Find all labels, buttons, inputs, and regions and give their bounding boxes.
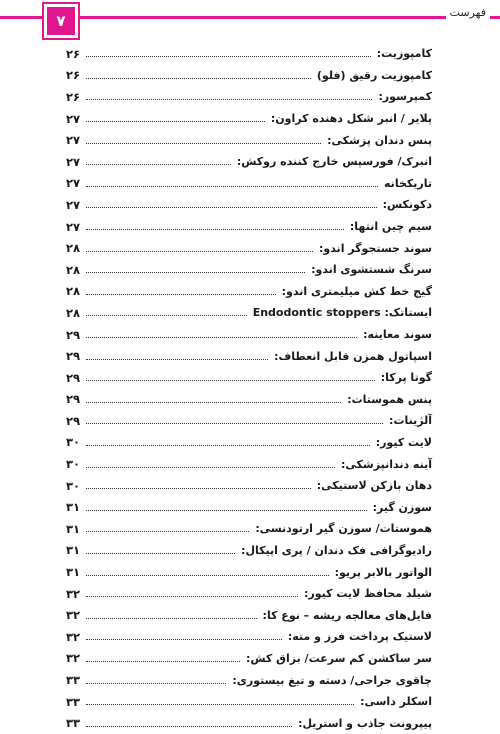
dot-leader <box>86 315 247 316</box>
dot-leader <box>86 488 311 489</box>
toc-entry-page: ۳۳ <box>66 716 81 731</box>
toc-entry-title: دکونکس: <box>382 198 432 212</box>
toc-entry-title: کامپوزیت رقیق (فلو) <box>316 68 432 82</box>
toc-entry-page: ۲۸ <box>66 241 81 256</box>
toc-entry[interactable] <box>66 324 432 346</box>
toc-entry-page: ۳۲ <box>66 608 81 623</box>
toc-entry-title: پنس دندان پزشکی: <box>327 133 432 147</box>
toc-entry-page: ۳۱ <box>66 500 81 515</box>
toc-entry-page: ۲۹ <box>66 413 81 428</box>
dot-leader <box>86 380 375 381</box>
dot-leader <box>86 618 257 619</box>
toc-entry-page: ۲۶ <box>66 46 81 61</box>
toc-entry[interactable] <box>66 475 432 497</box>
toc-entry-page: ۲۷ <box>66 176 81 191</box>
toc-entry-title: هموستات/ سوزن گیر ارتودنسی: <box>255 522 432 536</box>
header-title: فهرست <box>446 6 490 19</box>
toc-entry[interactable] <box>66 43 432 65</box>
toc-entry[interactable] <box>66 65 432 87</box>
toc-entry-page: ۲۷ <box>66 154 81 169</box>
toc-entry-page: ۲۷ <box>66 197 81 212</box>
toc-entry[interactable] <box>66 410 432 432</box>
toc-entry-title: پیپرونت جاذب و استریل: <box>298 716 432 730</box>
toc-entry-title: دهان بازکن لاستیکی: <box>316 479 432 493</box>
dot-leader <box>86 78 311 79</box>
toc-entry[interactable] <box>66 648 432 670</box>
toc-entry-page: ۲۶ <box>66 68 81 83</box>
toc-entry-title: آینه دندانپزشکی: <box>341 457 432 471</box>
toc-entry[interactable] <box>66 561 432 583</box>
dot-leader <box>86 553 235 554</box>
toc-entry[interactable] <box>66 691 432 713</box>
dot-leader <box>86 467 335 468</box>
toc-entry-title: پلایر / انبر شکل دهنده کراون: <box>270 112 432 126</box>
toc-entry-page: ۲۸ <box>66 284 81 299</box>
toc-entry-title: چاقوی جراحی/ دسته و تیغ بیستوری: <box>232 673 432 687</box>
toc-entry-page: ۲۶ <box>66 89 81 104</box>
toc-entry-page: ۳۰ <box>66 435 81 450</box>
dot-leader <box>86 164 231 165</box>
toc-entry-page: ۳۳ <box>66 694 81 709</box>
toc-entry-title: کامپوزیت: <box>376 47 432 61</box>
toc-entry-page: ۳۳ <box>66 673 81 688</box>
toc-entry-title: سیم چین انتها: <box>349 220 432 234</box>
dot-leader <box>86 56 371 57</box>
toc-entry-page: ۳۱ <box>66 521 81 536</box>
toc-entry[interactable] <box>66 259 432 281</box>
toc-entry[interactable] <box>66 389 432 411</box>
toc-entry-title: آلژینات: <box>389 414 432 428</box>
dot-leader <box>86 272 305 273</box>
toc-entry[interactable] <box>66 583 432 605</box>
toc-entry[interactable] <box>66 496 432 518</box>
toc-entry[interactable] <box>66 281 432 303</box>
toc-entry-title: لاستیک پرداخت فرز و مته: <box>287 630 432 644</box>
toc-entry[interactable] <box>66 173 432 195</box>
dot-leader <box>86 251 313 252</box>
toc-entry-page: ۲۹ <box>66 349 81 364</box>
dot-leader <box>86 704 354 705</box>
toc-entry-title: ایستاتک: Endodontic stoppers <box>252 306 432 320</box>
toc-entry[interactable] <box>66 453 432 475</box>
dot-leader <box>86 99 372 100</box>
table-of-contents <box>66 43 432 734</box>
toc-entry[interactable] <box>66 432 432 454</box>
toc-entry-page: ۳۲ <box>66 586 81 601</box>
toc-entry[interactable] <box>66 367 432 389</box>
toc-entry-page: ۳۲ <box>66 651 81 666</box>
toc-entry[interactable] <box>66 540 432 562</box>
toc-entry-title: پنس هموستات: <box>347 392 432 406</box>
toc-entry-title: اسکلر داسی: <box>360 695 432 709</box>
toc-entry-page: ۳۰ <box>66 457 81 472</box>
toc-entry[interactable] <box>66 604 432 626</box>
toc-entry[interactable] <box>66 712 432 734</box>
dot-leader <box>86 207 377 208</box>
dot-leader <box>86 423 383 424</box>
toc-entry-page: ۲۷ <box>66 133 81 148</box>
toc-entry-title: گوتا پرکا: <box>380 371 432 385</box>
page-header <box>0 0 500 40</box>
dot-leader <box>86 661 240 662</box>
toc-entry[interactable] <box>66 86 432 108</box>
toc-entry-title: سرنگ شستشوی اندو: <box>311 263 432 277</box>
toc-entry[interactable] <box>66 237 432 259</box>
toc-entry-page: ۲۹ <box>66 370 81 385</box>
toc-entry-page: ۲۹ <box>66 327 81 342</box>
dot-leader <box>86 229 344 230</box>
toc-entry-title: شیلد محافظ لایت کیور: <box>304 587 432 601</box>
toc-entry-page: ۳۱ <box>66 565 81 580</box>
toc-entry-title: انبرک/ فورسپس خارج کننده روکش: <box>236 155 432 169</box>
toc-entry-title: لایت کیور: <box>375 435 432 449</box>
toc-entry-title: گیج خط کش میلیمتری اندو: <box>281 284 432 298</box>
toc-entry-page: ۲۹ <box>66 392 81 407</box>
toc-entry-title: تاریکخانه <box>384 176 432 190</box>
dot-leader <box>86 445 370 446</box>
toc-entry[interactable] <box>66 302 432 324</box>
toc-entry[interactable] <box>66 216 432 238</box>
toc-entry-title: سوند معاینه: <box>363 328 432 342</box>
dot-leader <box>86 596 298 597</box>
toc-entry-page: ۳۰ <box>66 478 81 493</box>
dot-leader <box>86 121 265 122</box>
dot-leader <box>86 575 329 576</box>
dot-leader <box>86 186 378 187</box>
toc-entry[interactable] <box>66 129 432 151</box>
toc-entry[interactable] <box>66 194 432 216</box>
toc-entry-title: کمپرسور: <box>378 90 432 104</box>
dot-leader <box>86 402 341 403</box>
dot-leader <box>86 510 367 511</box>
dot-leader <box>86 639 282 640</box>
toc-entry-title: سوند جستجوگر اندو: <box>318 241 432 255</box>
toc-entry[interactable] <box>66 108 432 130</box>
toc-entry[interactable] <box>66 626 432 648</box>
toc-entry-title: سر ساکشن کم سرعت/ بزاق کش: <box>245 651 432 665</box>
page-number-badge: ۷ <box>44 4 78 38</box>
toc-entry-title: اسپاتول همزن قابل انعطاف: <box>274 349 432 363</box>
dot-leader <box>86 143 321 144</box>
toc-entry-page: ۳۱ <box>66 543 81 558</box>
toc-entry-title: رادیوگرافی فک دندان / پری اپیکال: <box>241 543 432 557</box>
toc-entry-title: فایل‌های معالجه ریشه – نوع کا: <box>262 608 432 622</box>
toc-entry[interactable] <box>66 345 432 367</box>
toc-entry[interactable] <box>66 669 432 691</box>
toc-entry[interactable] <box>66 151 432 173</box>
toc-entry-page: ۳۲ <box>66 629 81 644</box>
dot-leader <box>86 294 276 295</box>
toc-entry[interactable] <box>66 518 432 540</box>
dot-leader <box>86 726 292 727</box>
dot-leader <box>86 531 249 532</box>
toc-entry-page: ۲۷ <box>66 219 81 234</box>
dot-leader <box>86 359 268 360</box>
dot-leader <box>86 337 357 338</box>
dot-leader <box>86 683 226 684</box>
toc-entry-title: الواتور بالابر پریو: <box>334 565 432 579</box>
toc-entry-page: ۲۸ <box>66 262 81 277</box>
toc-entry-page: ۲۸ <box>66 305 81 320</box>
toc-entry-title: سوزن گیر: <box>372 500 432 514</box>
toc-entry-page: ۲۷ <box>66 111 81 126</box>
